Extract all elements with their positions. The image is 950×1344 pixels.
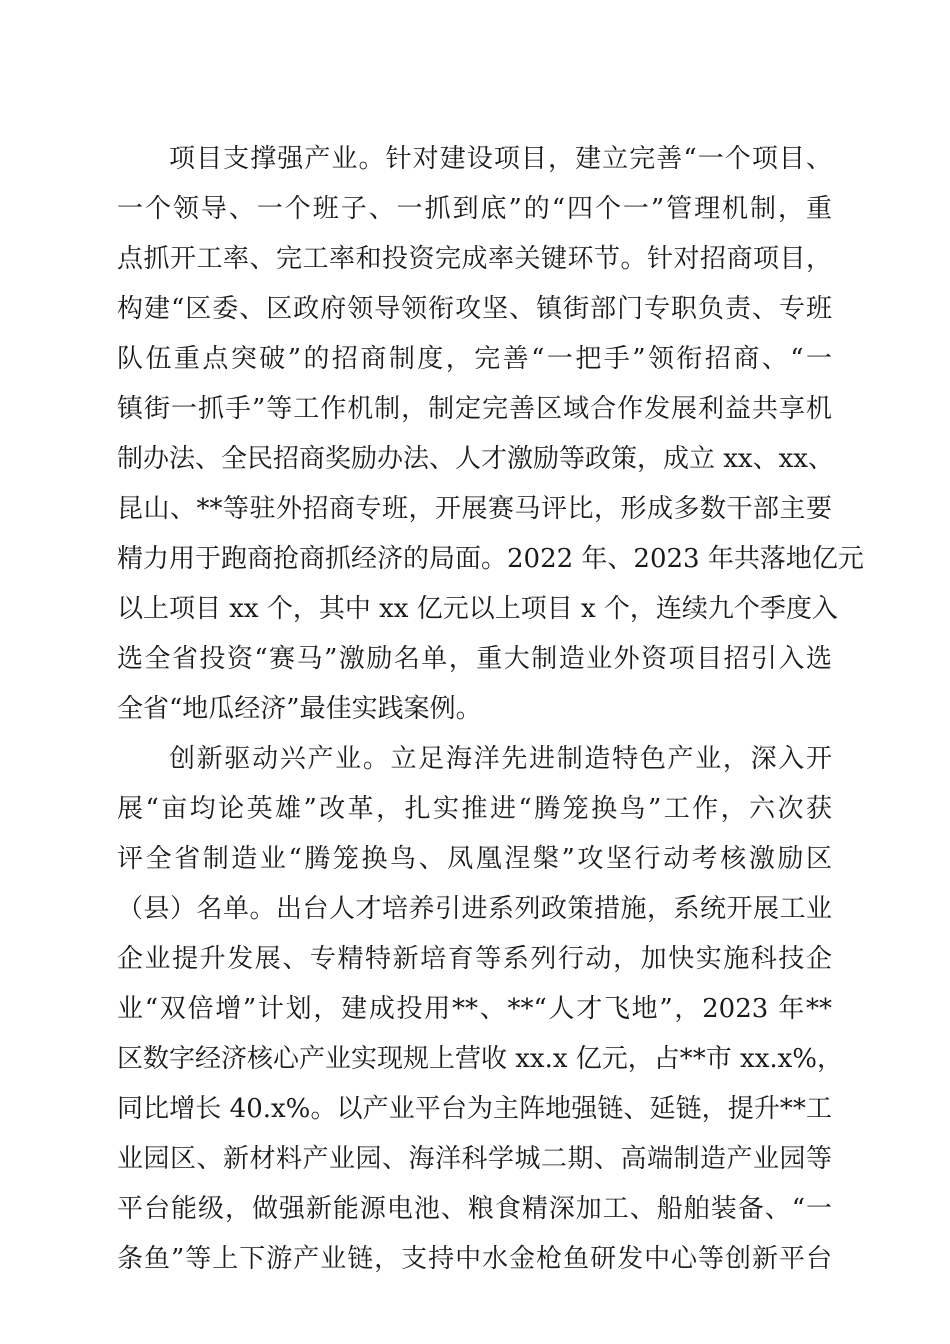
paragraph-2-line: 同比增长 40.x%。以产业平台为主阵地强链、延链，提升**工 xyxy=(117,1094,832,1124)
paragraph-2-line: 平台能级，做强新能源电池、粮食精深加工、船舶装备、“一 xyxy=(117,1194,832,1224)
paragraph-1-line: 一个领导、一个班子、一抓到底”的“四个一”管理机制，重 xyxy=(117,194,832,224)
paragraph-1-line: 制办法、全民招商奖励办法、人才激励等政策，成立 xx、xx、 xyxy=(117,444,834,474)
paragraph-1-line: 队伍重点突破”的招商制度，完善“一把手”领衔招商、“一 xyxy=(117,344,832,374)
paragraph-2-line: 业“双倍增”计划，建成投用**、**“人才飞地”，2023 年** xyxy=(117,994,832,1024)
paragraph-1-line: 以上项目 xx 个，其中 xx 亿元以上项目 x 个，连续九个季度入 xyxy=(117,594,838,624)
paragraph-1-line: 选全省投资“赛马”激励名单，重大制造业外资项目招引入选 xyxy=(117,644,832,674)
paragraph-1-line: 镇街一抓手”等工作机制，制定完善区域合作发展利益共享机 xyxy=(117,394,832,424)
paragraph-2-line: （县）名单。出台人才培养引进系列政策措施，系统开展工业 xyxy=(117,894,832,924)
paragraph-2-line: 企业提升发展、专精特新培育等系列行动，加快实施科技企 xyxy=(117,944,832,974)
paragraph-2-line: 创新驱动兴产业。立足海洋先进制造特色产业，深入开 xyxy=(169,744,832,774)
paragraph-1-line: 点抓开工率、完工率和投资完成率关键环节。针对招商项目， xyxy=(117,244,832,274)
paragraph-1-line: 精力用于跑商抢商抓经济的局面。2022 年、2023 年共落地亿元 xyxy=(117,544,864,574)
paragraph-2-line: 条鱼”等上下游产业链，支持中水金枪鱼研发中心等创新平台 xyxy=(117,1244,832,1274)
paragraph-2-line: 展“亩均论英雄”改革，扎实推进“腾笼换鸟”工作，六次获 xyxy=(117,794,832,824)
body-text xyxy=(117,134,864,1284)
paragraph-1-line: 昆山、**等驻外招商专班，开展赛马评比，形成多数干部主要 xyxy=(117,494,832,524)
paragraph-1-line: 项目支撑强产业。针对建设项目，建立完善“一个项目、 xyxy=(169,144,832,174)
paragraph-2-line: 评全省制造业“腾笼换鸟、凤凰涅槃”攻坚行动考核激励区 xyxy=(117,844,832,874)
paragraph-1-line: 构建“区委、区政府领导领衔攻坚、镇街部门专职负责、专班 xyxy=(117,294,832,324)
paragraph-2-line: 区数字经济核心产业实现规上营收 xx.x 亿元，占**市 xx.x%， xyxy=(117,1044,844,1074)
paragraph-2-line: 业园区、新材料产业园、海洋科学城二期、高端制造产业园等 xyxy=(117,1144,832,1174)
paragraph-1-line: 全省“地瓜经济”最佳实践案例。 xyxy=(117,694,482,724)
